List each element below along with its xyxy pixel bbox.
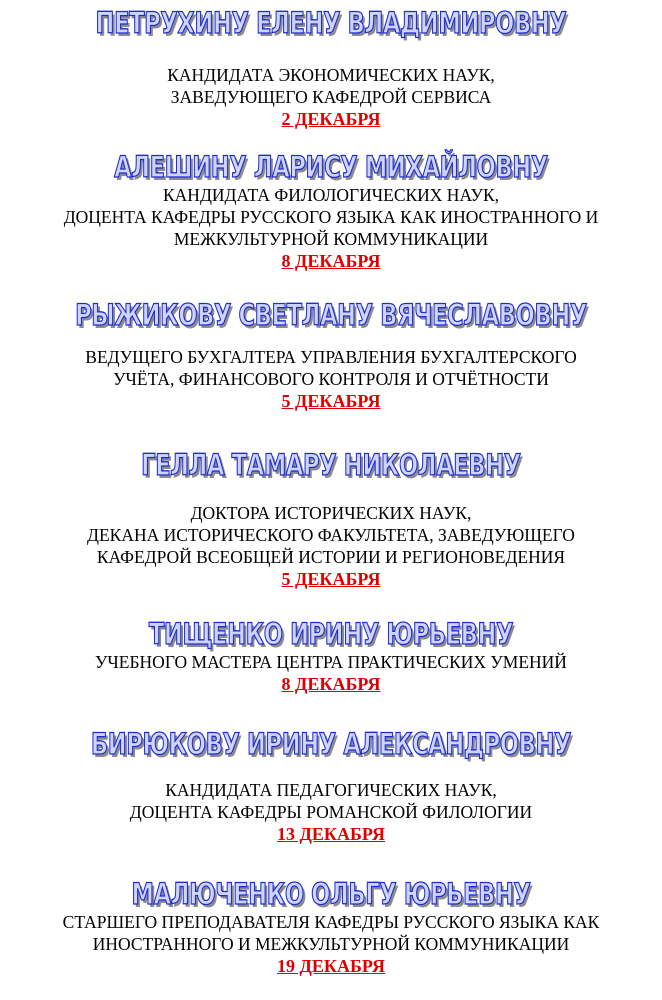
position-line: ДОКТОРА ИСТОРИЧЕСКИХ НАУК, bbox=[190, 503, 472, 523]
entry-7 bbox=[0, 877, 662, 977]
position-line: ДЕКАНА ИСТОРИЧЕСКОГО ФАКУЛЬТЕТА, ЗАВЕДУЮЩЕГО bbox=[87, 525, 575, 545]
position-line: ДОЦЕНТА КАФЕДРЫ РОМАНСКОЙ ФИЛОЛОГИИ bbox=[129, 802, 533, 822]
entry-1 bbox=[0, 6, 662, 130]
birthday-date: 5 ДЕКАБРЯ bbox=[281, 391, 381, 411]
position-line: ЗАВЕДУЮЩЕГО КАФЕДРОЙ СЕРВИСА bbox=[170, 87, 492, 107]
entry-2 bbox=[0, 150, 662, 272]
person-name: ТИЩЕНКО ИРИНУ ЮРЬЕВНУ bbox=[148, 617, 514, 651]
person-name: АЛЕШИНУ ЛАРИСУ МИХАЙЛОВНУ bbox=[114, 150, 548, 184]
position-line: КАНДИДАТА ПЕДАГОГИЧЕСКИХ НАУК, bbox=[165, 780, 497, 800]
position-line: КАФЕДРОЙ ВСЕОБЩЕЙ ИСТОРИИ И РЕГИОНОВЕДЕНИЯ bbox=[96, 547, 566, 567]
birthday-date: 8 ДЕКАБРЯ bbox=[281, 674, 381, 694]
person-name: ГЕЛЛА ТАМАРУ НИКОЛАЕВНУ bbox=[141, 448, 521, 482]
entry-3 bbox=[0, 298, 662, 412]
person-name: ПЕТРУХИНУ ЕЛЕНУ ВЛАДИМИРОВНУ bbox=[95, 6, 567, 40]
position-line: УЧЕБНОГО МАСТЕРА ЦЕНТРА ПРАКТИЧЕСКИХ УМЕНИЙ bbox=[95, 652, 567, 672]
position-line: СТАРШЕГО ПРЕПОДАВАТЕЛЯ КАФЕДРЫ РУССКОГО ЯЗЫКА КАК bbox=[62, 912, 600, 932]
position-line: ИНОСТРАННОГО И МЕЖКУЛЬТУРНОЙ КОММУНИКАЦИИ bbox=[92, 934, 570, 954]
person-name: МАЛЮЧЕНКО ОЛЬГУ ЮРЬЕВНУ bbox=[131, 877, 531, 911]
entry-6 bbox=[0, 727, 662, 845]
birthday-date: 2 ДЕКАБРЯ bbox=[281, 109, 381, 129]
birthday-date: 8 ДЕКАБРЯ bbox=[281, 251, 381, 271]
position-line: ВЕДУЩЕГО БУХГАЛТЕРА УПРАВЛЕНИЯ БУХГАЛТЕРСКОГО bbox=[85, 347, 577, 367]
position-line: КАНДИДАТА ФИЛОЛОГИЧЕСКИХ НАУК, bbox=[163, 185, 499, 205]
birthday-date: 5 ДЕКАБРЯ bbox=[281, 569, 381, 589]
position-line: ДОЦЕНТА КАФЕДРЫ РУССКОГО ЯЗЫКА КАК ИНОСТРАННОГО И bbox=[63, 207, 599, 227]
position-line: УЧЁТА, ФИНАНСОВОГО КОНТРОЛЯ И ОТЧЁТНОСТИ bbox=[113, 369, 549, 389]
entry-4 bbox=[0, 448, 662, 590]
position-line: МЕЖКУЛЬТУРНОЙ КОММУНИКАЦИИ bbox=[173, 229, 489, 249]
person-name: РЫЖИКОВУ СВЕТЛАНУ ВЯЧЕСЛАВОВНУ bbox=[75, 298, 587, 332]
birthday-date: 13 ДЕКАБРЯ bbox=[277, 824, 385, 844]
person-name: БИРЮКОВУ ИРИНУ АЛЕКСАНДРОВНУ bbox=[90, 727, 572, 761]
entry-5 bbox=[0, 617, 662, 695]
position-line: КАНДИДАТА ЭКОНОМИЧЕСКИХ НАУК, bbox=[167, 65, 495, 85]
birthday-date: 19 ДЕКАБРЯ bbox=[277, 956, 385, 976]
